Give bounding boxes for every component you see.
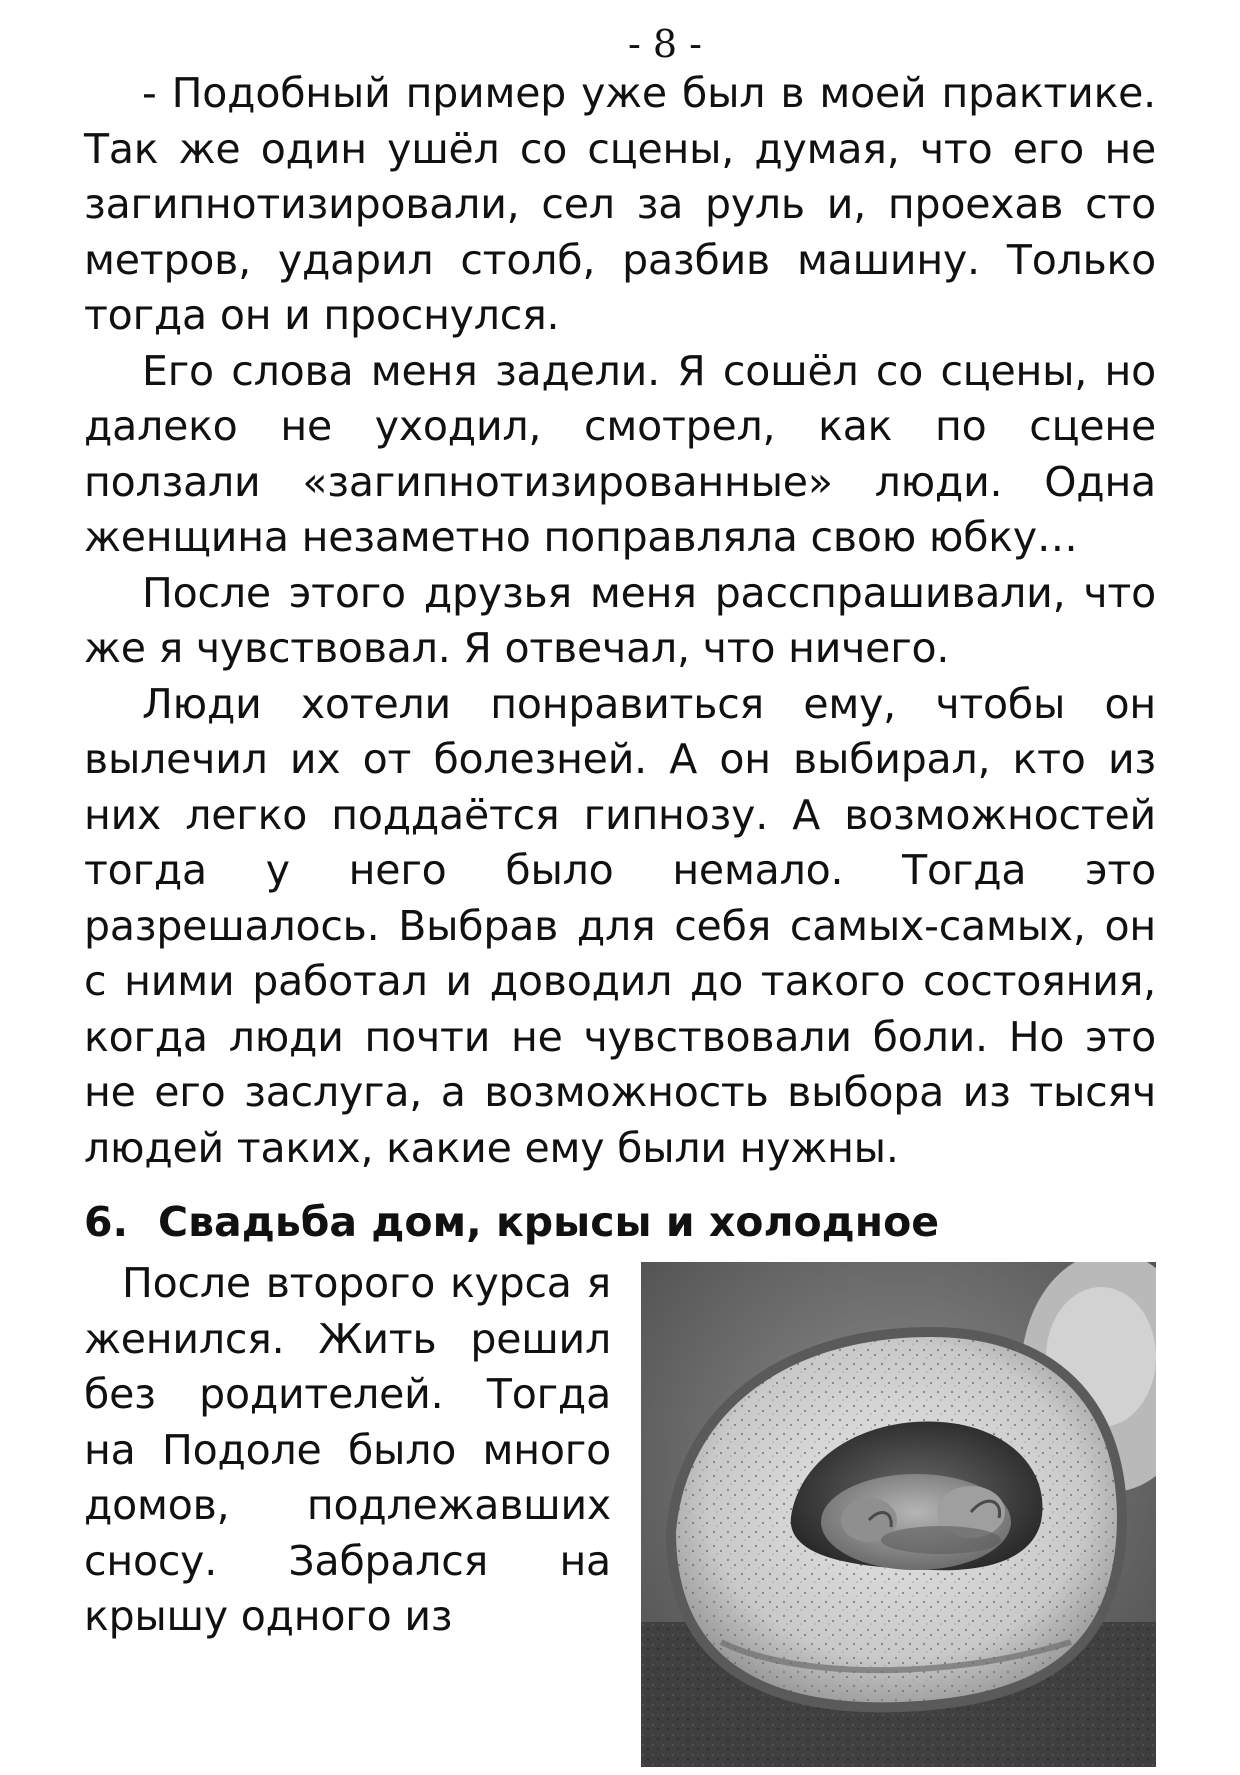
page-number: - 8 - <box>627 22 702 66</box>
book-page <box>84 22 1156 1775</box>
section-heading <box>84 1194 1156 1250</box>
wrapped-paragraph: После второго курса я женился. Жить решил без родителей. Тогда на Подоле было много домов, подлежавших сносу. Забрался на крышу одного из <box>84 1259 611 1640</box>
figure-row <box>84 1256 1156 1645</box>
paragraph: - Подобный пример уже был в моей практике. Так же один ушёл со сцены, думая, что его не загипнотизировали, сел за руль и, проехав сто метров, ударил столб, разбив машину. Только тогда он и проснулся. <box>84 69 1156 339</box>
paragraph: После этого друзья меня расспрашивали, что же я чувствовал. Я отвечал, что ничего. <box>84 568 1156 672</box>
section-number: 6. <box>84 1198 129 1246</box>
section-title: Свадьба дом, крысы и холодное <box>158 1198 940 1246</box>
paragraph: Люди хотели понравиться ему, чтобы он вылечил их от болезней. А он выбирал, кто из них легко поддаётся гипнозу. А возможностей тогда у него было немало. Тогда это разрешалось. Выбрав для себя самых-самых, он с ними работал и доводил до такого состояния, когда люди почти не чувствовали боли. Но это не его заслуга, а возможность выбора из тысяч людей таких, какие ему были нужны. <box>84 679 1156 1172</box>
rat-in-bread-photo <box>641 1262 1156 1767</box>
paragraph: Его слова меня задели. Я сошёл со сцены, но далеко не уходил, смотрел, как по сцене ползали «загипнотизированные» люди. Одна женщина незаметно поправляла свою юбку… <box>84 346 1156 561</box>
